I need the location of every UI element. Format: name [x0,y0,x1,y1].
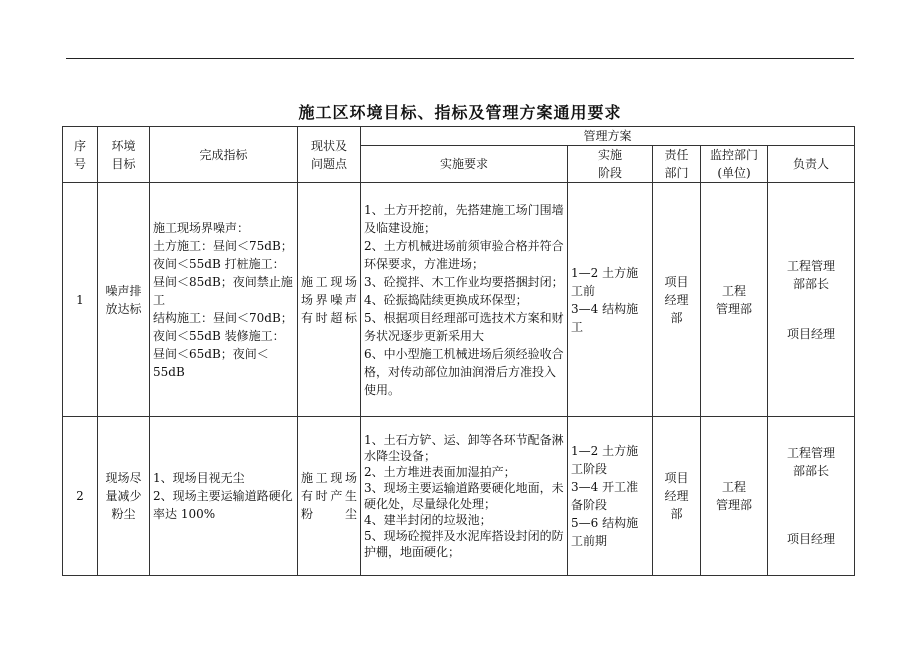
row-indicator: 施工现场界噪声： 土方施工：昼间＜75dB； 夜间＜55dB 打桩施工： 昼间＜85dB；夜间禁止施工 结构施工：昼间＜70dB； 夜间＜55dB 装修施工： 昼间＜65dB；夜间＜55dB [150,183,298,417]
row-problem: 施工现场场界噪声有时超标 [298,183,361,417]
header-person: 负责人 [768,146,855,183]
header-no: 序 号 [63,127,98,183]
header-monitor: 监控部门 (单位) [701,146,768,183]
header-target: 环境 目标 [98,127,150,183]
page-title: 施工区环境目标、指标及管理方案通用要求 [298,103,622,122]
header-stage: 实施 阶段 [568,146,653,183]
row-person [768,417,855,576]
row-monitor: 工程 管理部 [701,417,768,576]
row-requirement: 1、土方开挖前，先搭建施工场门围墙及临建设施； 2、土方机械进场前须审验合格并符合环保要求，方准进场； 3、砼搅拌、木工作业均要搭捆封闭； 4、砼振捣陆续更换成环保型； 5、根据项目经理部可选技术方案和财务状况逐步更新采用大 6、中小型施工机械进场后须经验收合格，对传动部位加油润滑后方准投入使用。 [361,183,568,417]
row-person [768,183,855,417]
row-no: 1 [63,183,98,417]
management-plan-table [62,126,855,576]
row-no: 2 [63,417,98,576]
row-target: 噪声排 放达标 [98,183,150,417]
row-indicator: 1、现场目视无尘 2、现场主要运输道路硬化率达 100% [150,417,298,576]
header-dept: 责任 部门 [653,146,701,183]
header-rule [66,58,854,59]
table-row [63,417,855,576]
header-indicator: 完成指标 [150,127,298,183]
header-problem: 现状及 问题点 [298,127,361,183]
row-person-secondary: 项目经理 [787,326,836,341]
row-dept: 项目 经理 部 [653,417,701,576]
row-stage: 1—2 土方施工阶段 3—4 开工准备阶段 5—6 结构施工前期 [568,417,653,576]
row-requirement: 1、土石方铲、运、卸等各环节配备淋水降尘设备； 2、土方堆进表面加湿拍产； 3、现场主要运输道路要硬化地面，未硬化处，尽量绿化处理； 4、建半封闭的垃圾池； 5、现场砼搅拌及水泥库搭设封闭的防护棚，地面硬化； [361,417,568,576]
row-person-secondary: 项目经理 [787,532,836,546]
row-person-primary: 工程管理 部部长 [787,258,836,291]
row-monitor: 工程 管理部 [701,183,768,417]
header-plan: 管理方案 [361,127,855,146]
row-stage: 1—2 土方施工前 3—4 结构施工 [568,183,653,417]
row-person-primary: 工程管理 部部长 [787,446,836,478]
table-row [63,183,855,417]
row-dept: 项目 经理 部 [653,183,701,417]
row-target: 现场尽 量减少 粉尘 [98,417,150,576]
row-problem: 施工现场有时产生粉尘 [298,417,361,576]
header-requirement: 实施要求 [361,146,568,183]
